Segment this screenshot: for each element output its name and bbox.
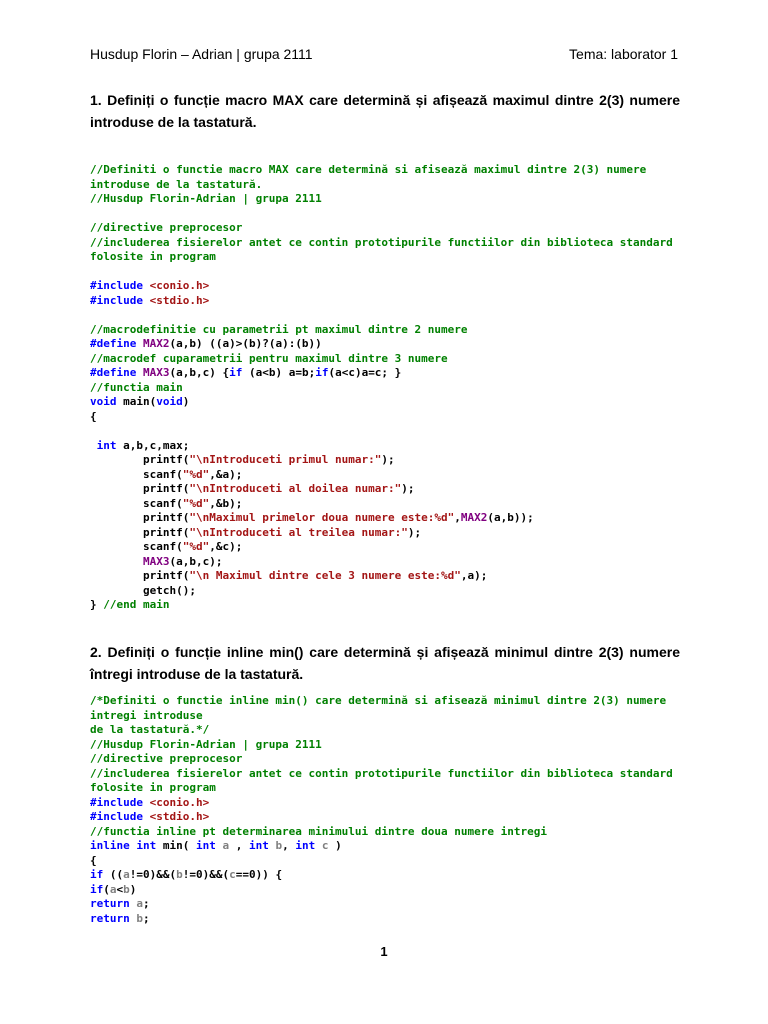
code-token: ,&c); (209, 540, 243, 553)
code-token: !=0)&&( (182, 868, 230, 881)
code-token: /*Definiti o functie inline min() care determină si afisează minimul dintre 2(3) numere (90, 694, 667, 707)
code-token: , (454, 511, 461, 524)
code-token: main( (116, 395, 157, 408)
header-author: Husdup Florin – Adrian | grupa 2111 (90, 46, 313, 62)
code-token: #include (90, 279, 143, 292)
code-token: if (90, 882, 104, 896)
code-line (90, 250, 690, 265)
code-token: //directive preprocesor (90, 752, 243, 765)
code-line (90, 752, 690, 767)
code-token: , (229, 839, 249, 852)
code-line (90, 366, 690, 381)
code-line (90, 192, 690, 207)
code-line (90, 468, 690, 483)
code-token: return (90, 897, 130, 910)
code-token: #define (90, 366, 137, 379)
code-line (90, 868, 690, 883)
code-token: if (315, 366, 329, 379)
code-token: a,b,c,max; (116, 438, 190, 452)
code-token (90, 439, 97, 452)
code-token: (a,b) ((a)>(b)?(a):(b)) (169, 337, 322, 350)
code-token: if (90, 868, 104, 881)
page-number: 1 (380, 944, 388, 959)
code-token (136, 337, 143, 350)
code-line (90, 854, 690, 869)
code-token: //includerea fisierelor antet ce contin prototipurile functiilor din biblioteca standard (90, 235, 673, 249)
code-line (90, 810, 690, 825)
code-line (90, 163, 690, 178)
code-token: (a,b,c) { (169, 366, 230, 379)
code-line (90, 221, 690, 236)
code-token: MAX2 (460, 511, 488, 524)
code-token (269, 839, 276, 852)
code-token: //Husdup Florin-Adrian | grupa 2111 (90, 192, 322, 205)
code-line (90, 511, 690, 526)
code-token: MAX3 (142, 554, 170, 568)
code-token (143, 796, 150, 809)
code-token: ,&b); (209, 496, 243, 510)
code-token: (a,b,c); (169, 554, 223, 568)
code-token: de la tastatură.*/ (90, 723, 210, 736)
code-token: min( (156, 839, 196, 852)
code-token: #include (90, 795, 143, 809)
code-line (90, 767, 690, 782)
code-token: int (249, 839, 269, 852)
code-block-2 (90, 694, 690, 926)
code-token: int (136, 839, 157, 852)
code-token: scanf( (90, 467, 183, 481)
code-token: c (321, 839, 329, 852)
code-token: void (90, 395, 117, 408)
code-token: "\nIntroduceti al doilea numar:" (189, 482, 402, 495)
code-line (90, 555, 690, 570)
code-token: , (282, 839, 296, 852)
code-line (90, 883, 690, 898)
header-topic: Tema: laborator 1 (569, 46, 678, 62)
code-line (90, 526, 690, 541)
code-token: a (109, 882, 117, 896)
code-token (143, 294, 150, 307)
code-token: } (90, 598, 104, 611)
code-token: "%d" (182, 467, 210, 481)
code-line (90, 178, 690, 193)
code-token: "%d" (182, 496, 210, 510)
code-line (90, 738, 690, 753)
code-token: ( (103, 882, 110, 896)
code-line (90, 439, 690, 454)
code-token: "\n Maximul dintre cele 3 numere este:%d" (189, 569, 461, 582)
code-token: <conio.h> (149, 279, 210, 292)
code-token: ,a); (460, 569, 488, 582)
code-line (90, 497, 690, 512)
code-token: ) (328, 839, 342, 852)
code-token: a (136, 897, 143, 910)
code-line (90, 410, 690, 425)
code-token: b (123, 882, 130, 896)
code-token: printf( (90, 482, 190, 495)
code-token: a (222, 839, 230, 852)
code-token: ) (129, 882, 137, 896)
code-token: #include (90, 293, 143, 307)
task-1-statement: 1. Definiți o funcție macro MAX care determină și afișează maximul dintre 2(3) numere introduse de la tastatură. (90, 92, 680, 130)
code-token: #include (90, 810, 143, 823)
code-line (90, 482, 690, 497)
code-token: <stdio.h> (149, 810, 210, 823)
code-token: int (196, 839, 216, 852)
code-token: getch(); (90, 583, 196, 597)
code-line (90, 897, 690, 912)
code-token: //macrodef cuparametrii pentru maximul dintre 3 numere (90, 351, 448, 365)
code-line (90, 323, 690, 338)
code-line (90, 424, 690, 439)
code-token: //end main (103, 598, 170, 611)
code-token: "\nIntroduceti primul numar:" (189, 453, 382, 466)
code-token: //functia inline pt determinarea minimului dintre doua numere intregi (90, 824, 547, 838)
code-line (90, 381, 690, 396)
code-token: scanf( (90, 540, 183, 553)
code-block-1 (90, 163, 690, 613)
task-2-statement: 2. Definiți o funcție inline min() care determină și afișează minimul dintre 2(3) numere întregi introduse de la tastatură. (90, 644, 680, 682)
code-token: <stdio.h> (149, 293, 210, 307)
code-token: MAX3 (142, 366, 170, 379)
code-token: b (176, 868, 183, 881)
code-line (90, 796, 690, 811)
code-token: printf( (90, 453, 190, 466)
code-token: introduse de la tastatură. (90, 177, 263, 191)
code-token: "%d" (182, 540, 210, 553)
code-line (90, 337, 690, 352)
code-token: //Definiti o functie macro MAX care determină si afisează maximul dintre 2(3) numere (90, 163, 647, 176)
code-line (90, 352, 690, 367)
code-token: ) (182, 395, 190, 408)
code-line (90, 395, 690, 410)
code-line (90, 709, 690, 724)
code-token: printf( (90, 511, 190, 524)
code-token (216, 839, 223, 852)
code-line (90, 308, 690, 323)
code-token: (( (103, 868, 124, 881)
code-token: c (229, 868, 236, 881)
code-token: #define (90, 337, 137, 350)
code-token: ); (407, 525, 422, 539)
code-line (90, 912, 690, 927)
code-line (90, 207, 690, 222)
code-line (90, 723, 690, 738)
code-line (90, 453, 690, 468)
code-line (90, 598, 690, 613)
code-token: b (275, 839, 283, 852)
code-token: ==0)) { (235, 868, 283, 881)
code-token: //functia main (90, 380, 183, 394)
code-token: intregi introduse (90, 708, 203, 722)
code-token: return (90, 911, 130, 925)
code-line (90, 694, 690, 709)
code-token (90, 555, 143, 568)
code-token: if (229, 366, 243, 379)
code-token: //macrodefinitie cu parametrii pt maximul dintre 2 numere (90, 322, 468, 336)
code-token: "\nMaximul primelor doua numere este:%d" (189, 511, 455, 524)
code-token: folosite in program (90, 250, 216, 263)
code-token: void (156, 395, 183, 408)
code-line (90, 584, 690, 599)
code-token: ); (381, 453, 395, 466)
code-token: a (123, 868, 130, 881)
code-token: ,&a); (209, 467, 243, 481)
code-token: //Husdup Florin-Adrian | grupa 2111 (90, 737, 322, 751)
code-token: ); (401, 482, 415, 495)
code-token (136, 366, 143, 379)
code-line (90, 236, 690, 251)
code-token: (a<c)a=c; } (328, 366, 402, 379)
code-line (90, 540, 690, 555)
code-token (315, 839, 322, 852)
code-token: ; (143, 911, 150, 925)
code-line (90, 781, 690, 796)
code-token: printf( (90, 525, 190, 539)
code-token: "\nIntroduceti al treilea numar:" (189, 525, 408, 539)
code-line (90, 294, 690, 309)
code-token: scanf( (90, 496, 183, 510)
code-token: { (90, 853, 97, 867)
code-token (143, 279, 150, 292)
code-token: //includerea fisierelor antet ce contin prototipurile functiilor din biblioteca standard (90, 766, 673, 780)
code-token: <conio.h> (149, 795, 210, 809)
code-token: < (116, 882, 124, 896)
code-token: int (96, 438, 117, 452)
code-token: printf( (90, 569, 190, 582)
code-line (90, 569, 690, 584)
code-line (90, 265, 690, 280)
code-token: (a<b) a=b; (242, 366, 316, 379)
code-line (90, 825, 690, 840)
code-token: //directive preprocesor (90, 221, 243, 234)
code-token: { (90, 409, 97, 423)
code-token (143, 810, 150, 823)
code-token: MAX2 (142, 337, 170, 350)
code-token: int (295, 839, 316, 852)
code-token: b (136, 911, 143, 925)
code-token: ; (143, 897, 150, 910)
code-token: folosite in program (90, 781, 216, 794)
code-token: !=0)&&( (129, 868, 177, 881)
code-line (90, 839, 690, 854)
code-token: (a,b)); (487, 511, 534, 524)
code-line (90, 279, 690, 294)
code-token: inline (90, 839, 130, 852)
